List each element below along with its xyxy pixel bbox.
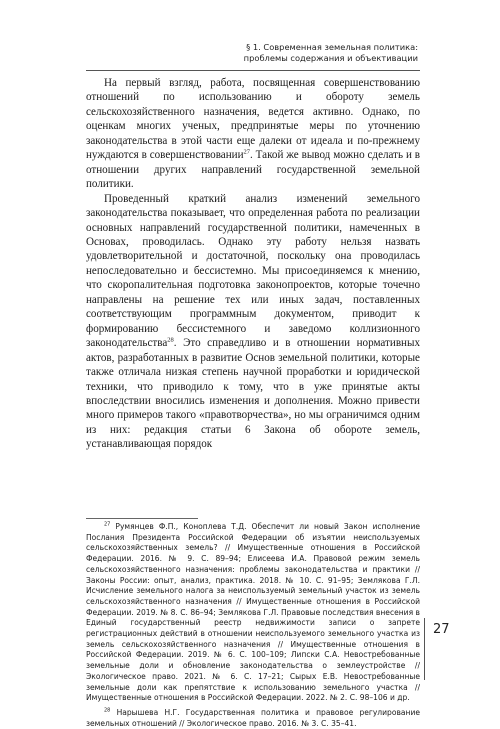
footnote-28-text: Нарышева Н.Г. Государственная политика и правовое регулирование земельных отношений // Экологическое право. 2016. № 3. С. 35–41.	[86, 707, 420, 728]
footnote-27-number: 27	[104, 521, 111, 528]
paragraph-1	[86, 76, 420, 192]
footnote-27	[86, 522, 420, 704]
paragraph-1-text-a: На первый взгляд, работа, посвященная совершенствованию отношений по использованию и обороту земель сельскохозяйственного назначения, ведется активно. Однако, по оценкам многих ученых, предпринятые меры по уточнению законодательства в этой части еще далеки от идеала и по-прежнему нуждаются в совершенствовании	[86, 77, 420, 162]
page-number-divider	[424, 618, 425, 680]
footnote-ref-27: 27	[243, 148, 251, 156]
header-divider	[86, 70, 420, 71]
main-text	[86, 76, 420, 452]
running-header-line-1: § 1. Современная земельная политика:	[246, 42, 418, 52]
running-header	[158, 42, 418, 64]
page-number: 27	[433, 622, 450, 637]
footnote-ref-28: 28	[167, 336, 174, 344]
footnote-27-text: Румянцев Ф.П., Коноплева Т.Д. Обеспечит ли новый Закон исполнение Послания Президента Российской Федерации об изъятии неиспользуемых сельскохозяйственных земель? // Имущественные отношения в Российской Федерации. 2016. № 9. С. 89–94; Елисеева И.А. Правовой режим земель сельскохозяйственного назначения: проблемы законодательства и практики // Законы России: опыт, анализ, практика. 2018. № 10. С. 91–95; Землякова Г.Л. Исчисление земельного налога за неиспользуемый земельный участок из земель сельскохозяйственного назначения // Имущественные отношения в Российской Федерации. 2019. № 8. С. 86–94; Землякова Г.Л. Правовые последствия внесения в Единый государственный реестр недвижимости записи о запрете регистрационных действий в отношении неиспользуемого земельного участка из земель сельскохозяйственного назначения // Имущественные отношения в Российской Федерации. 2019. № 6. С. 100–109; Липски С.А. Невостребованные земельные доли и обновление законодательства о землеустройстве // Экологическое право. 2021. № 6. С. 17–21; Сырых Е.В. Невостребованные земельные доли как препятствие к использованию земельного участка // Имущественные отношения в Российской Федерации. 2022. № 2. С. 98–106 и др.	[86, 522, 421, 703]
footnotes	[86, 522, 420, 729]
running-header-line-2: проблемы содержания и объективации	[243, 53, 418, 63]
paragraph-2-text-a: Проведенный краткий анализ изменений земельного законодательства показывает, что определенная работа по реализации основных направлений государственной политики, намеченных в Основах, проводилась. Однако эту работу нельзя назвать удовлетворительной и достаточной, поскольку она проводилась непоследовательно и бессистемно. Мы присоединяемся к мнению, что скоропалительная подготовка законопроектов, которые точечно направлены на решение тех или иных задач, поставленных соответствующим программным документом, приводит к формированию бессистемного и заведомо коллизионного законодательства	[86, 192, 420, 350]
paragraph-2-text-b: . Это справедливо и в отношении нормативных актов, разработанных в развитие Основ земельной политики, которые также отличала низкая степень научной проработки и юридической техники, что приводило к тому, что в уже принятые акты впоследствии вносились изменения и дополнения. Можно привести много примеров такого «правотворчества», но мы ограничимся одним из них: редакция статьи 6 Закона об обороте земель, устанавливающая порядок	[86, 337, 420, 451]
paragraph-2	[86, 192, 420, 452]
footnote-28-number: 28	[104, 707, 111, 714]
paragraph-1-text-b: . Такой же вывод можно сделать и в отношении других направлений государственной земельной политики.	[86, 149, 420, 191]
footnote-28	[86, 708, 420, 729]
footnote-divider	[86, 518, 198, 519]
